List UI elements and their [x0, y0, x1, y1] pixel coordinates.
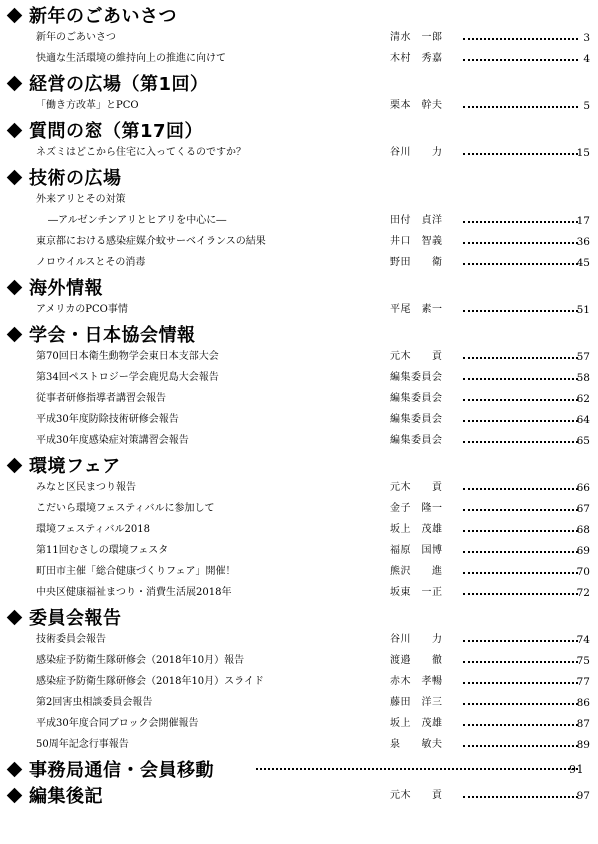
page-number: 57: [576, 351, 590, 363]
diamond-bullet-icon: [7, 279, 23, 295]
toc-entry: [0, 500, 598, 518]
entry-author: 赤木 孝暢: [390, 676, 443, 687]
section-heading: [6, 3, 592, 27]
entry-author: 編集委員会: [390, 414, 443, 425]
entry-title: 中央区健康福祉まつり・消費生活展2018年: [36, 587, 232, 598]
page-number: 86: [576, 697, 590, 709]
section-heading: [6, 275, 592, 299]
section-author-row: [0, 787, 598, 805]
diamond-bullet-icon: [7, 7, 23, 23]
toc-entry: [0, 736, 598, 754]
entry-author: 編集委員会: [390, 435, 443, 446]
section-heading: [6, 605, 592, 629]
toc-entry: [0, 563, 598, 581]
dot-leader: [463, 310, 578, 312]
dot-leader: [463, 572, 578, 574]
dot-leader: [463, 263, 578, 265]
diamond-bullet-icon: [7, 75, 23, 91]
toc-entry: [0, 715, 598, 733]
toc-entry: [0, 191, 598, 209]
section-title: 新年のごあいさつ: [29, 6, 177, 27]
dot-leader: [463, 242, 578, 244]
diamond-bullet-icon: [7, 122, 23, 138]
page-number: 45: [576, 257, 590, 269]
page-number: 91: [569, 762, 584, 776]
page-number: 65: [576, 435, 590, 447]
section-title: 編集後記: [29, 786, 103, 807]
dot-leader: [463, 357, 578, 359]
toc-entry: [0, 97, 598, 115]
entry-title: アメリカのPCO事情: [36, 304, 128, 315]
dot-leader: [463, 38, 578, 40]
entry-title: 従事者研修指導者講習会報告: [36, 393, 166, 404]
page-number: 69: [576, 545, 590, 557]
section-title: 学会・日本協会情報: [29, 325, 196, 346]
page-number: 75: [576, 655, 590, 667]
page-number: 66: [576, 482, 590, 494]
section-title: 海外情報: [29, 278, 103, 299]
diamond-bullet-icon: [7, 609, 23, 625]
dot-leader: [463, 530, 578, 532]
dot-leader: [463, 703, 578, 705]
entry-title: みなと区民まつり報告: [36, 482, 136, 493]
diamond-bullet-icon: [7, 457, 23, 473]
entry-title: 「働き方改革」とPCO: [36, 100, 139, 111]
dot-leader: [463, 420, 578, 422]
toc-entry: [0, 254, 598, 272]
entry-title: 第2回害虫相談委員会報告: [36, 697, 153, 708]
entry-author: 渡邉 徹: [390, 655, 443, 666]
toc-entry: [0, 29, 598, 47]
diamond-bullet-icon: [7, 169, 23, 185]
entry-author: 田付 貞洋: [390, 215, 443, 226]
page-number: 67: [576, 503, 590, 515]
dot-leader: [463, 682, 578, 684]
page-number: 70: [576, 566, 590, 578]
entry-author: 元木 貢: [390, 351, 443, 362]
section-heading: [6, 71, 592, 95]
page-number: 5: [583, 100, 590, 112]
dot-leader: [463, 640, 578, 642]
entry-author: 泉 敏夫: [390, 739, 443, 750]
dot-leader: [463, 724, 578, 726]
section-heading: [6, 453, 592, 477]
toc-entry: [0, 432, 598, 450]
section-heading: [6, 757, 592, 781]
toc-entry: [0, 542, 598, 560]
page-number: 36: [576, 236, 590, 248]
entry-title: ネズミはどこから住宅に入ってくるのですか？: [36, 147, 246, 158]
entry-title: 環境フェスティバル2018: [36, 524, 150, 535]
entry-author: 編集委員会: [390, 372, 443, 383]
toc-entry: [0, 631, 598, 649]
entry-author: 野田 衛: [390, 257, 443, 268]
dot-leader: [463, 488, 578, 490]
entry-author: 坂上 茂雄: [390, 524, 443, 535]
toc-entry: [0, 233, 598, 251]
entry-author: 福原 国博: [390, 545, 443, 556]
entry-author: 井口 智義: [390, 236, 443, 247]
entry-title: 新年のごあいさつ: [36, 32, 116, 43]
entry-author: 谷川 力: [390, 147, 443, 158]
entry-title: 技術委員会報告: [36, 634, 106, 645]
dot-leader: [463, 441, 578, 443]
entry-title: 第11回むさしの環境フェスタ: [36, 545, 169, 556]
page-number: 72: [576, 587, 590, 599]
entry-author: 坂上 茂雄: [390, 718, 443, 729]
page-number: 97: [576, 790, 590, 802]
entry-title: こだいら環境フェスティバルに参加して: [36, 503, 215, 514]
entry-title: ―アルゼンチンアリとヒアリを中心に―: [48, 215, 227, 226]
section-heading: [6, 118, 592, 142]
dot-leader: [463, 593, 578, 595]
diamond-bullet-icon: [7, 761, 23, 777]
toc-entry: [0, 390, 598, 408]
section-heading: [6, 322, 592, 346]
dot-leader: [463, 745, 578, 747]
page-number: 68: [576, 524, 590, 536]
toc-entry: [0, 694, 598, 712]
page-number: 89: [576, 739, 590, 751]
entry-author: 元木 貢: [390, 790, 443, 801]
diamond-bullet-icon: [7, 326, 23, 342]
section-title: 環境フェア: [29, 456, 121, 477]
entry-author: 清水 一郎: [390, 32, 443, 43]
page-number: 77: [576, 676, 590, 688]
toc-entry: [0, 212, 598, 230]
toc-entry: [0, 144, 598, 162]
dot-leader: [463, 661, 578, 663]
dot-leader: [463, 106, 578, 108]
dot-leader: [463, 221, 578, 223]
entry-title: 感染症予防衛生隊研修会（2018年10月）報告: [36, 655, 245, 666]
entry-author: 坂東 一正: [390, 587, 443, 598]
entry-author: 木村 秀嘉: [390, 53, 443, 64]
page-number: 64: [576, 414, 590, 426]
dot-leader: [463, 551, 578, 553]
page-number: 51: [576, 304, 590, 316]
entry-title: 快適な生活環境の維持向上の推進に向けて: [36, 53, 226, 64]
section-title: 質問の窓（第17回）: [29, 121, 204, 142]
entry-title: 第70回日本衛生動物学会東日本支部大会: [36, 351, 219, 362]
page-number: 15: [576, 147, 590, 159]
section-title: 事務局通信・会員移動: [29, 760, 214, 781]
toc-entry: [0, 369, 598, 387]
section-heading: [6, 165, 592, 189]
dot-leader: [463, 399, 578, 401]
page-number: 58: [576, 372, 590, 384]
page-number: 17: [576, 215, 590, 227]
dot-leader: [463, 378, 578, 380]
page-number: 87: [576, 718, 590, 730]
entry-title: 東京都における感染症媒介蚊サーベイランスの結果: [36, 236, 266, 247]
entry-title: 町田市主催「総合健康づくりフェア」開催！: [36, 566, 236, 577]
entry-title: 平成30年度合同ブロック会開催報告: [36, 718, 199, 729]
entry-title: 50周年記念行事報告: [36, 739, 129, 750]
entry-title: 第34回ペストロジー学会鹿児島大会報告: [36, 372, 219, 383]
section-title: 経営の広場（第1回）: [29, 74, 209, 95]
entry-author: 熊沢 進: [390, 566, 443, 577]
dot-leader: [463, 509, 578, 511]
entry-author: 元木 貢: [390, 482, 443, 493]
toc-entry: [0, 479, 598, 497]
entry-author: 編集委員会: [390, 393, 443, 404]
toc-entry: [0, 521, 598, 539]
entry-title: 平成30年度感染症対策講習会報告: [36, 435, 189, 446]
entry-author: 金子 隆一: [390, 503, 443, 514]
dot-leader: [256, 768, 578, 770]
entry-author: 平尾 素一: [390, 304, 443, 315]
entry-title: 平成30年度防除技術研修会報告: [36, 414, 179, 425]
entry-title: 外来アリとその対策: [36, 194, 126, 205]
entry-author: 藤田 洋三: [390, 697, 443, 708]
page-number: 62: [576, 393, 590, 405]
dot-leader: [463, 153, 578, 155]
section-title: 技術の広場: [29, 168, 122, 189]
toc-entry: [0, 652, 598, 670]
dot-leader: [463, 59, 578, 61]
toc-entry: [0, 50, 598, 68]
page-number: 3: [583, 32, 590, 44]
page-number: 74: [576, 634, 590, 646]
entry-title: ノロウイルスとその消毒: [36, 257, 146, 268]
toc-entry: [0, 301, 598, 319]
entry-author: 谷川 力: [390, 634, 443, 645]
toc-entry: [0, 584, 598, 602]
page-number: 4: [583, 53, 590, 65]
toc-entry: [0, 411, 598, 429]
toc-entry: [0, 673, 598, 691]
entry-title: 感染症予防衛生隊研修会（2018年10月）スライド: [36, 676, 264, 687]
toc-entry: [0, 348, 598, 366]
entry-author: 栗本 幹夫: [390, 100, 443, 111]
section-title: 委員会報告: [29, 608, 122, 629]
dot-leader: [463, 796, 578, 798]
